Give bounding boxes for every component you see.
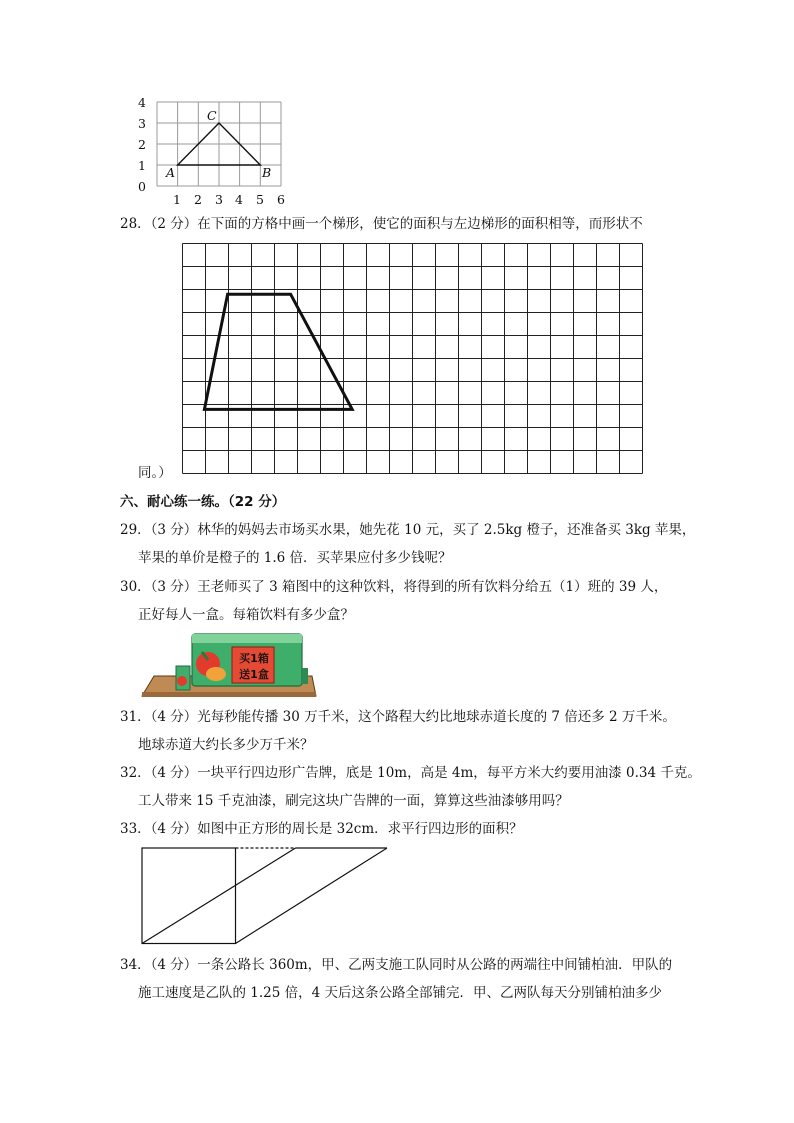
x-tick: 4 [235,192,243,207]
x-tick: 5 [256,192,264,207]
trapezoid-grid [182,243,650,477]
question-32-line1: 32．（4 分）一块平行四边形广告牌，底是 10m，高是 4m，每平方米大约要用油漆 0.34 千克。 [120,765,701,781]
question-34-line2: 施工速度是乙队的 1.25 倍，4 天后这条公路全部铺完．甲、乙两队每天分别铺柏油多少 [138,985,663,1001]
x-tick: 2 [194,192,202,207]
question-28-text: 28．（2 分）在下面的方格中画一个梯形，使它的面积与左边梯形的面积相等，而形状不 [120,216,643,232]
x-tick: 6 [277,192,285,207]
y-tick: 2 [138,137,146,152]
question-33-line1: 33．（4 分）如图中正方形的周长是 32cm．求平行四边形的面积？ [120,821,523,837]
question-34-line1: 34．（4 分）一条公路长 360m，甲、乙两支施工队同时从公路的两端往中间铺柏油．甲队的 [120,957,673,973]
question-31-line2: 地球赤道大约长多少万千米？ [138,737,314,753]
y-tick: 4 [138,95,146,110]
y-tick: 0 [138,179,146,194]
point-label-c: C [207,108,217,123]
point-label-b: B [262,165,272,180]
question-31-line1: 31．（4 分）光每秒能传播 30 万千米，这个路程大约比地球赤道长度的 7 倍还多 2 万千米。 [120,709,676,725]
box-promo-text-2: 送1盒 [239,668,269,681]
y-tick: 3 [138,116,146,131]
y-tick: 1 [138,158,146,173]
section-heading: 六、耐心练一练。（22 分） [120,494,286,510]
x-tick: 3 [215,192,223,207]
question-32-line2: 工人带来 15 千克油漆，刷完这块广告牌的一面，算算这些油漆够用吗？ [138,793,569,809]
question-30-line2: 正好每人一盒。每箱饮料有多少盒？ [138,607,354,623]
question-29-line2: 苹果的单价是橙子的 1.6 倍．买苹果应付多少钱呢？ [138,550,452,566]
question-28-text-end: 同。） [138,465,172,481]
question-30-line1: 30．（3 分）王老师买了 3 箱图中的这种饮料，将得到的所有饮料分给五（1）班的 39 人， [120,579,668,595]
trapezoid-shape [204,294,352,409]
x-tick: 1 [173,192,181,207]
square-parallelogram-figure [140,846,390,948]
question-29-line1: 29．（3 分）林华的妈妈去市场买水果，她先花 10 元，买了 2.5kg 橙子，还准备买 3kg 苹果， [120,522,696,538]
drink-box-illustration [140,630,318,698]
box-promo-text-1: 买1箱 [239,652,269,665]
point-label-a: A [166,165,176,180]
